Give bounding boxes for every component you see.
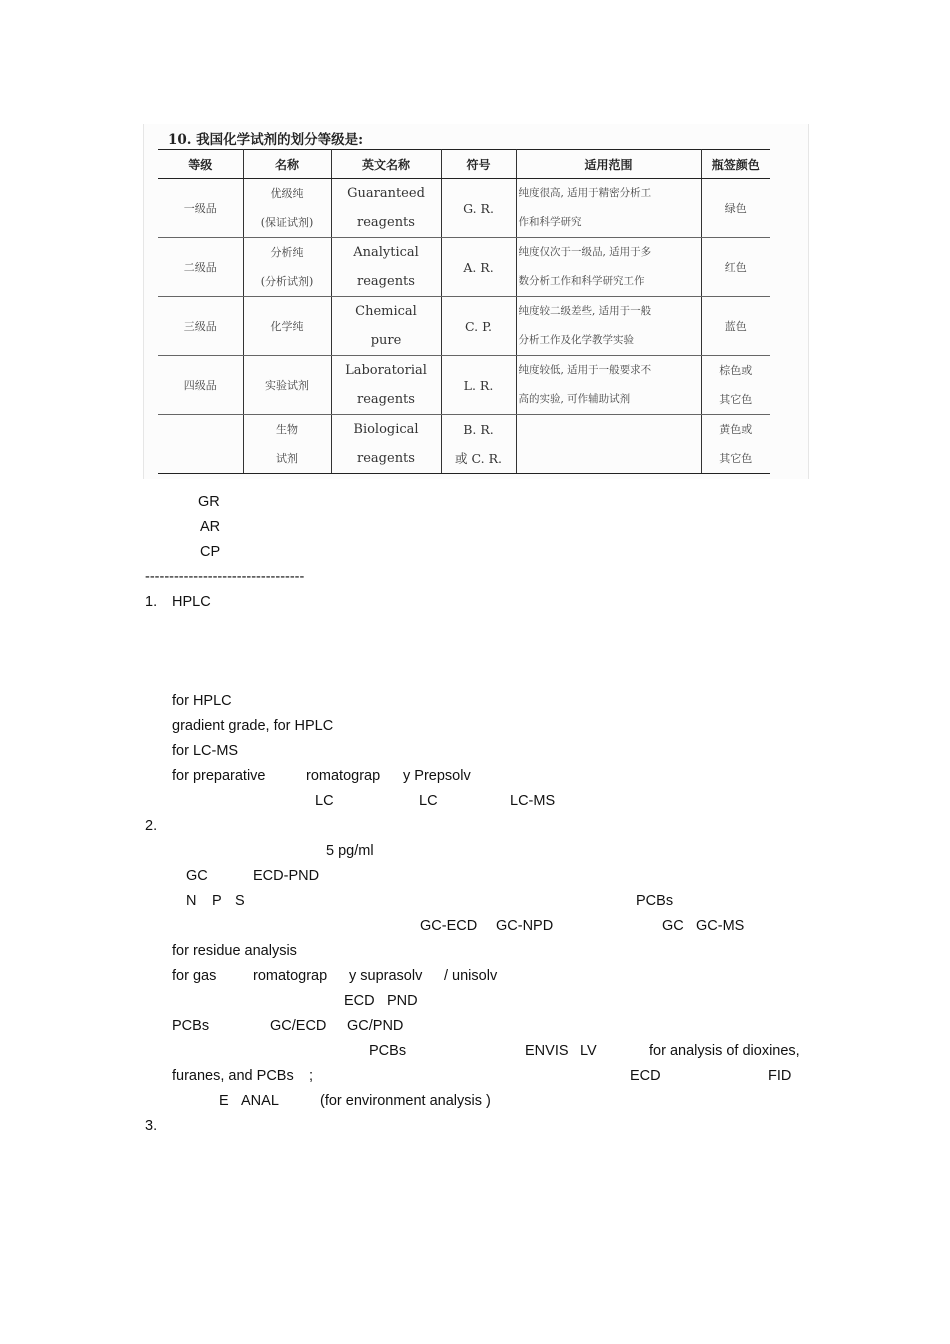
text-fragment: GC/PND <box>347 1018 404 1034</box>
text-fragment: / unisolv <box>444 968 498 984</box>
text-fragment: y Prepsolv <box>403 768 471 784</box>
cell-name <box>243 356 331 415</box>
text-fragment: for analysis of dioxines, <box>649 1043 800 1059</box>
text-fragment: GC-NPD <box>496 918 554 934</box>
cell-english-name <box>331 179 441 238</box>
cell-name-line: 实验试剂 <box>265 378 309 392</box>
cell-english-name-line: pure <box>370 333 402 348</box>
header-name: 名称 <box>243 150 331 179</box>
cell-english-name-line: Guaranteed <box>347 186 425 201</box>
cell-symbol-line: G. R. <box>463 200 494 216</box>
cell-scope-line: 分析工作及化学教学实验 <box>518 334 634 346</box>
table-row <box>158 238 770 297</box>
table-row <box>158 297 770 356</box>
cell-label-color <box>701 297 770 356</box>
text-fragment: ECD <box>630 1068 661 1084</box>
text-fragment: for LC-MS <box>172 743 239 759</box>
text-fragment: LC <box>315 793 334 809</box>
cell-grade <box>158 356 243 415</box>
text-fragment: GR <box>198 494 220 510</box>
cell-label-color-line: 黄色或 <box>719 423 753 436</box>
cell-name-line: 生物 <box>276 423 298 436</box>
cell-scope <box>516 238 701 297</box>
cell-symbol <box>441 356 516 415</box>
cell-name-line: 试剂 <box>276 452 298 465</box>
cell-english-name <box>331 297 441 356</box>
cell-label-color-line: 绿色 <box>724 201 747 215</box>
cell-grade <box>158 297 243 356</box>
header-symbol: 符号 <box>441 150 516 179</box>
cell-name-line: (保证试剂) <box>260 216 314 229</box>
text-fragment: P <box>212 893 222 909</box>
cell-label-color-line: 其它色 <box>719 452 753 465</box>
text-fragment: romatograp <box>306 768 381 784</box>
cell-english-name-line: Laboratorial <box>345 363 427 378</box>
text-fragment: --------------------------------- <box>145 569 305 585</box>
text-fragment: PCBs <box>369 1043 407 1059</box>
cell-name <box>243 297 331 356</box>
text-fragment: ECD-PND <box>253 868 320 884</box>
text-fragment: ANAL <box>241 1093 279 1109</box>
text-fragment: N <box>186 893 197 909</box>
cell-label-color <box>701 356 770 415</box>
cell-english-name-line: reagents <box>357 392 415 407</box>
cell-scope-line: 纯度较低, 适用于一般要求不 <box>518 364 652 376</box>
cell-name <box>243 179 331 238</box>
text-fragment: LC <box>419 793 438 809</box>
text-fragment: PCBs <box>636 893 674 909</box>
table-header-row <box>158 150 770 179</box>
text-fragment: 1. <box>145 594 158 610</box>
cell-english-name-line: reagents <box>357 215 415 230</box>
cell-grade <box>158 415 243 474</box>
cell-english-name-line: reagents <box>357 451 415 466</box>
text-fragment: AR <box>200 519 221 535</box>
cell-name <box>243 415 331 474</box>
cell-symbol <box>441 297 516 356</box>
table-body <box>158 179 770 474</box>
reagent-grade-figure <box>143 124 809 479</box>
cell-scope <box>516 179 701 238</box>
text-fragment: GC/ECD <box>270 1018 327 1034</box>
cell-english-name-line: Biological <box>353 422 419 437</box>
cell-name-line: (分析试剂) <box>260 275 314 288</box>
header-scope: 适用范围 <box>516 150 701 179</box>
cell-symbol-line: B. R. <box>463 422 494 437</box>
cell-symbol <box>441 179 516 238</box>
text-fragment: GC-ECD <box>420 918 478 934</box>
cell-symbol-line: C. P. <box>465 318 492 334</box>
text-fragment: 3. <box>145 1118 158 1134</box>
text-fragment: y suprasolv <box>349 968 423 984</box>
text-fragment: ; <box>309 1068 314 1084</box>
text-fragment: GC <box>186 868 208 884</box>
cell-name-line: 化学纯 <box>270 319 304 333</box>
cell-symbol-line: L. R. <box>463 377 494 393</box>
text-fragment: GC <box>662 918 684 934</box>
text-fragment: furanes, and PCBs <box>172 1068 294 1084</box>
cell-name <box>243 238 331 297</box>
text-fragment: CP <box>200 544 221 560</box>
text-fragment: (for environment analysis ) <box>320 1093 491 1109</box>
header-grade: 等级 <box>158 150 243 179</box>
cell-english-name <box>331 238 441 297</box>
cell-label-color-line: 红色 <box>724 260 747 274</box>
table-row <box>158 179 770 238</box>
text-fragment: S <box>235 893 245 909</box>
text-fragment: PCBs <box>172 1018 210 1034</box>
cell-grade-text: 三级品 <box>183 319 217 333</box>
text-fragment: for preparative <box>172 768 266 784</box>
text-fragment: 2. <box>145 818 158 834</box>
cell-label-color <box>701 238 770 297</box>
text-fragment: romatograp <box>253 968 328 984</box>
header-label-color: 瓶签颜色 <box>701 150 770 179</box>
text-fragment: E <box>219 1093 229 1109</box>
cell-symbol <box>441 415 516 474</box>
cell-english-name-line: reagents <box>357 274 415 289</box>
cell-scope-line: 数分析工作和科学研究工作 <box>518 275 645 287</box>
cell-english-name-line: Analytical <box>353 245 419 260</box>
cell-symbol-line: 或 C. R. <box>455 451 502 466</box>
text-fragment: FID <box>768 1068 792 1084</box>
text-fragment: LV <box>580 1043 597 1059</box>
cell-label-color-line: 其它色 <box>719 393 753 406</box>
text-fragment: ENVIS <box>525 1043 569 1059</box>
text-fragment: for gas <box>172 968 217 984</box>
text-fragment: for residue analysis <box>172 943 297 959</box>
cell-label-color-line: 蓝色 <box>724 319 747 333</box>
cell-name-line: 优级纯 <box>270 187 304 200</box>
text-fragment: PND <box>387 993 418 1009</box>
cell-label-color <box>701 179 770 238</box>
cell-label-color-line: 棕色或 <box>719 364 753 377</box>
table-row <box>158 415 770 474</box>
cell-scope-line: 纯度很高, 适用于精密分析工 <box>518 187 652 199</box>
cell-label-color <box>701 415 770 474</box>
table-row <box>158 356 770 415</box>
cell-scope <box>516 297 701 356</box>
cell-symbol-line: A. R. <box>463 259 494 275</box>
text-fragment: for HPLC <box>172 693 232 709</box>
cell-grade <box>158 238 243 297</box>
cell-grade-text: 二级品 <box>183 260 217 274</box>
cell-scope-line: 高的实验, 可作辅助试剂 <box>518 393 631 405</box>
reagent-grade-table <box>158 149 770 474</box>
cell-symbol <box>441 238 516 297</box>
text-fragment: HPLC <box>172 594 211 610</box>
text-fragment: gradient grade, for HPLC <box>172 718 334 734</box>
cell-name-line: 分析纯 <box>270 246 304 259</box>
cell-english-name-line: Chemical <box>355 304 417 319</box>
cell-english-name <box>331 356 441 415</box>
cell-english-name <box>331 415 441 474</box>
text-fragment: 5 pg/ml <box>326 843 374 859</box>
text-fragment: ECD <box>344 993 375 1009</box>
cell-scope-line: 作和科学研究 <box>518 216 582 228</box>
cell-grade <box>158 179 243 238</box>
cell-scope <box>516 356 701 415</box>
figure-title: 10. 我国化学试剂的划分等级是: <box>168 132 364 148</box>
cell-grade-text: 一级品 <box>183 201 217 215</box>
text-fragment: LC-MS <box>510 793 556 809</box>
cell-grade-text: 四级品 <box>183 378 217 392</box>
cell-scope-line: 纯度较二级差些, 适用于一般 <box>518 305 652 317</box>
cell-scope-line: 纯度仅次于一级品, 适用于多 <box>518 246 652 258</box>
header-english-name: 英文名称 <box>331 150 441 179</box>
cell-scope <box>516 415 701 474</box>
text-fragment: GC-MS <box>696 918 745 934</box>
